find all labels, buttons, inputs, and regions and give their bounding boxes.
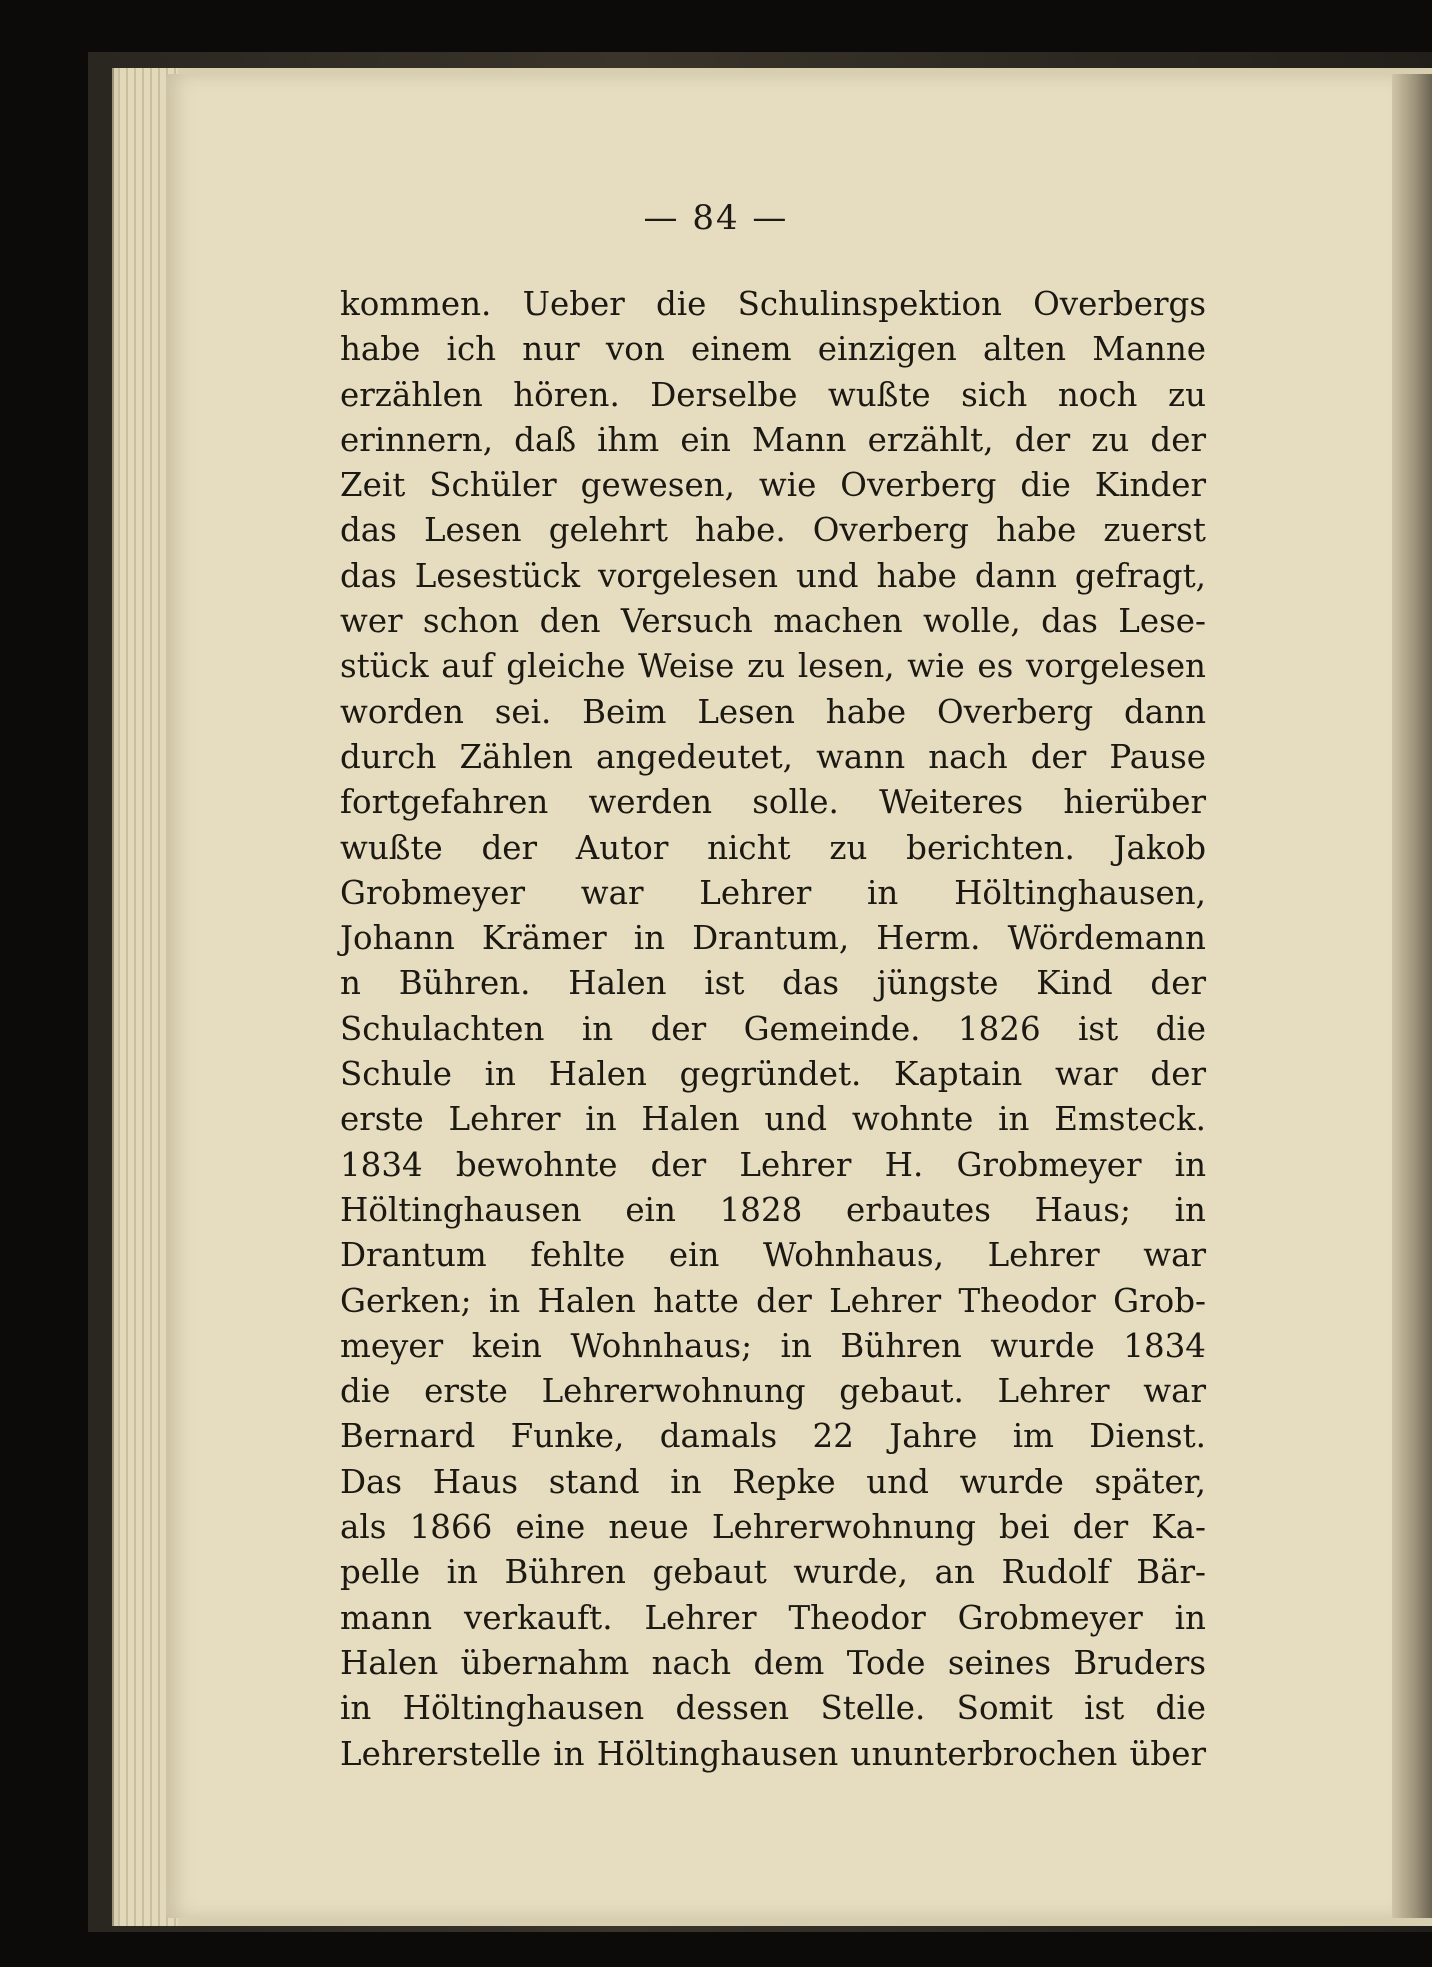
text-line: Schule in Halen gegründet. Kaptain war der — [340, 1055, 1206, 1094]
text-line: Johann Krämer in Drantum, Herm. Wördemann — [340, 919, 1206, 958]
text-line: das Lesen gelehrt habe. Overberg habe zuerst — [340, 511, 1206, 550]
text-line: Schulachten in der Gemeinde. 1826 ist die — [340, 1009, 1206, 1048]
body-text — [340, 282, 1206, 1777]
text-line: kommen. Ueber die Schulinspektion Overbergs — [340, 285, 1206, 323]
text-line: als 1866 eine neue Lehrerwohnung bei der Ka- — [340, 1508, 1206, 1547]
text-line: fortgefahren werden solle. Weiteres hierüber — [340, 783, 1206, 822]
text-line: Zeit Schüler gewesen, wie Overberg die Kinder — [340, 466, 1206, 505]
book-gutter — [1392, 74, 1432, 1918]
text-line: in Höltinghausen dessen Stelle. Somit ist die — [340, 1689, 1206, 1728]
text-line: stück auf gleiche Weise zu lesen, wie es vorgelesen — [340, 647, 1206, 686]
text-line: erinnern, daß ihm ein Mann erzählt, der zu der — [340, 420, 1206, 459]
text-line: Gerken; in Halen hatte der Lehrer Theodor Grob- — [340, 1281, 1206, 1320]
text-line: erste Lehrer in Halen und wohnte in Emsteck. — [340, 1100, 1206, 1139]
text-line: 1834 bewohnte der Lehrer H. Grobmeyer in — [340, 1145, 1206, 1184]
text-line: wußte der Autor nicht zu berichten. Jakob — [340, 828, 1206, 867]
text-line: Lehrerstelle in Höltinghausen ununterbrochen über — [340, 1734, 1206, 1773]
text-line: Halen übernahm nach dem Tode seines Bruders — [340, 1643, 1206, 1682]
text-line: n Bühren. Halen ist das jüngste Kind der — [340, 964, 1206, 1003]
text-line: Das Haus stand in Repke und wurde später, — [340, 1462, 1206, 1501]
text-line: Grobmeyer war Lehrer in Höltinghausen, — [340, 873, 1206, 912]
text-line: pelle in Bühren gebaut wurde, an Rudolf Bär- — [340, 1553, 1206, 1592]
text-line: mann verkauft. Lehrer Theodor Grobmeyer in — [340, 1598, 1206, 1637]
text-line: durch Zählen angedeutet, wann nach der Pause — [340, 737, 1206, 776]
page-number: — 84 — — [643, 198, 789, 238]
text-line: habe ich nur von einem einzigen alten Manne — [340, 330, 1206, 369]
text-line: erzählen hören. Derselbe wußte sich noch zu — [340, 375, 1206, 414]
text-line: das Lesestück vorgelesen und habe dann gefragt, — [340, 556, 1206, 595]
text-line: Drantum fehlte ein Wohnhaus, Lehrer war — [340, 1236, 1206, 1275]
text-line: die erste Lehrerwohnung gebaut. Lehrer war — [340, 1372, 1206, 1411]
text-line: worden sei. Beim Lesen habe Overberg dann — [340, 692, 1206, 731]
text-line: meyer kein Wohnhaus; in Bühren wurde 1834 — [340, 1326, 1206, 1365]
text-line: Höltinghausen ein 1828 erbautes Haus; in — [340, 1190, 1206, 1229]
text-line: Bernard Funke, damals 22 Jahre im Dienst. — [340, 1417, 1206, 1456]
text-line: wer schon den Versuch machen wolle, das Lese- — [340, 602, 1206, 641]
